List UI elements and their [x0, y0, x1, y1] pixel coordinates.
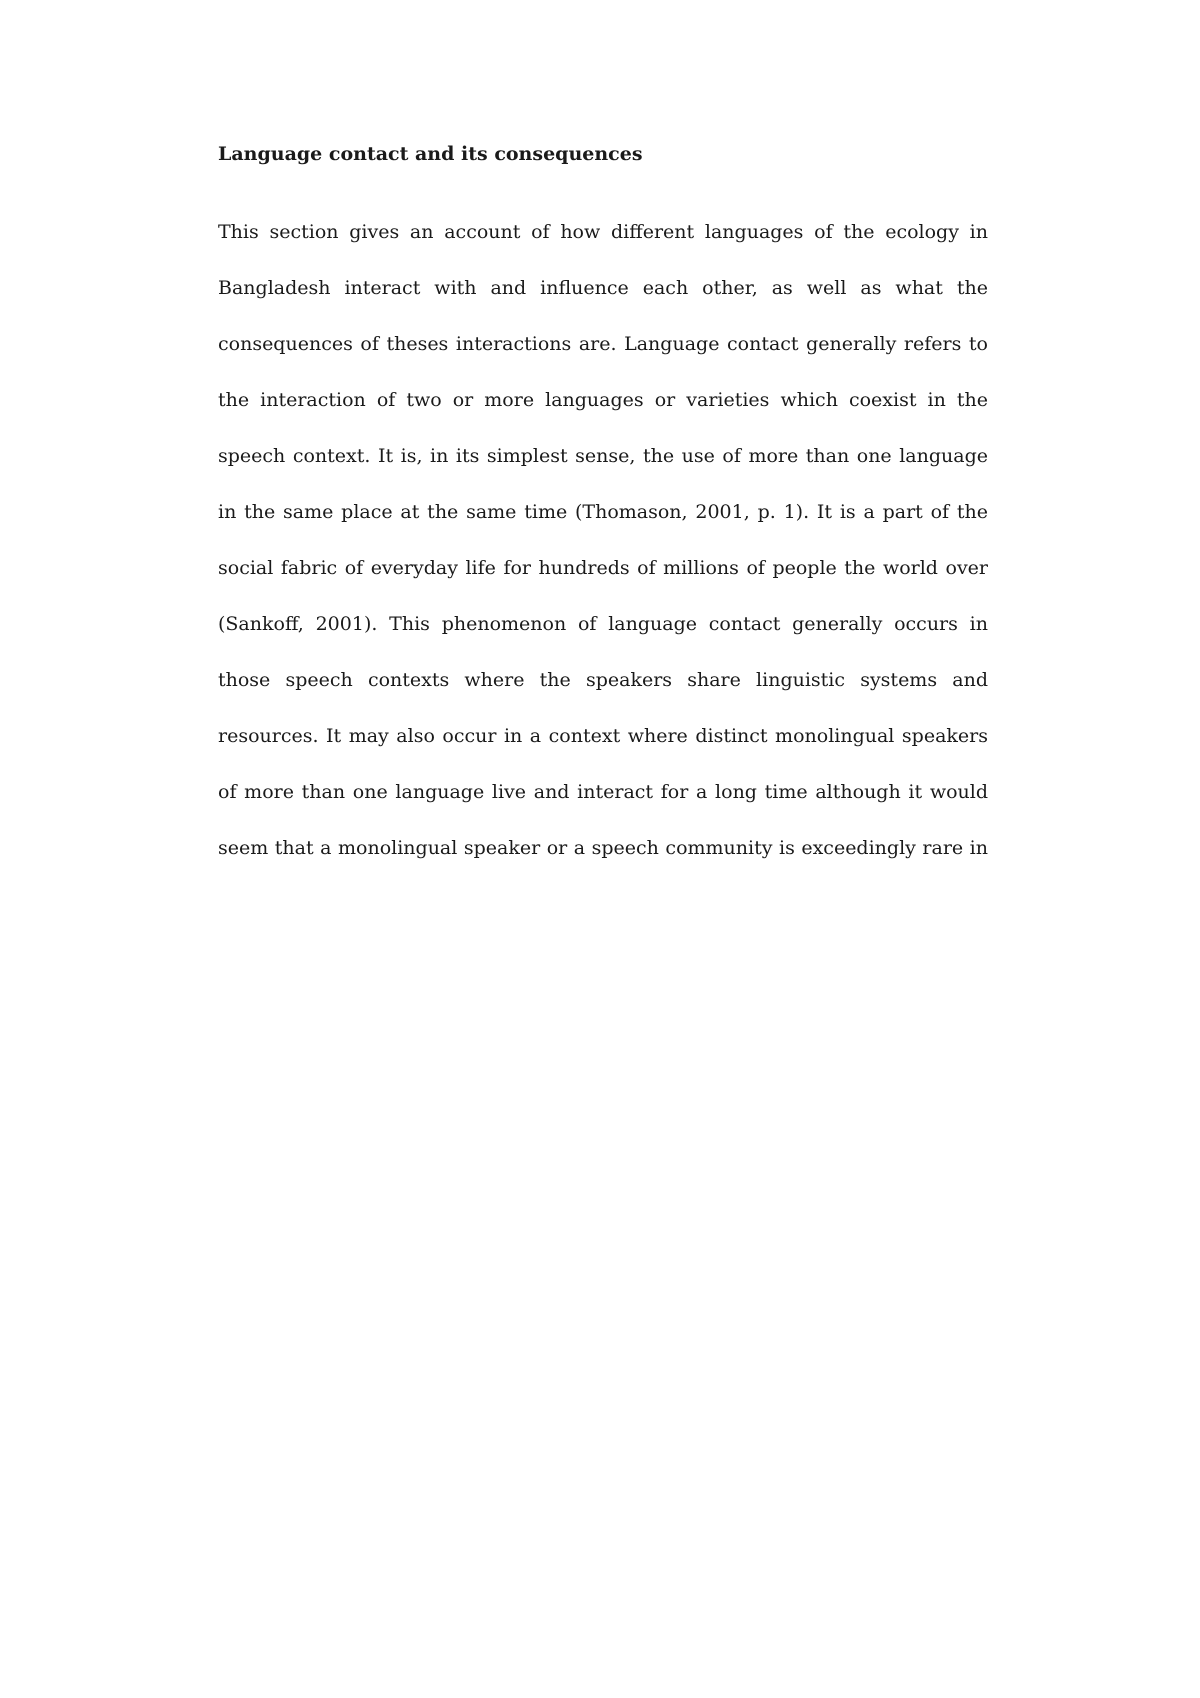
paragraph-line: of more than one language live and interact for a long time although it would [218, 781, 988, 803]
paragraph-line: This section gives an account of how different languages of the ecology in [218, 221, 988, 243]
paragraph-line: Bangladesh interact with and influence each other, as well as what the [218, 277, 988, 299]
body-paragraph [218, 218, 988, 890]
paragraph-line: resources. It may also occur in a context where distinct monolingual speakers [218, 725, 988, 747]
paragraph-line: social fabric of everyday life for hundreds of millions of people the world over [218, 557, 988, 579]
paragraph-line: in the same place at the same time (Thomason, 2001, p. 1). It is a part of the [218, 501, 988, 523]
paragraph-line: speech context. It is, in its simplest sense, the use of more than one language [218, 445, 988, 467]
section-heading: Language contact and its consequences [218, 143, 643, 165]
paragraph-line: those speech contexts where the speakers share linguistic systems and [218, 669, 988, 691]
paragraph-line: the interaction of two or more languages or varieties which coexist in the [218, 389, 988, 411]
paragraph-line: (Sankoff, 2001). This phenomenon of language contact generally occurs in [218, 613, 988, 635]
paragraph-line: seem that a monolingual speaker or a speech community is exceedingly rare in [218, 837, 988, 859]
paragraph-line: consequences of theses interactions are. Language contact generally refers to [218, 333, 988, 355]
